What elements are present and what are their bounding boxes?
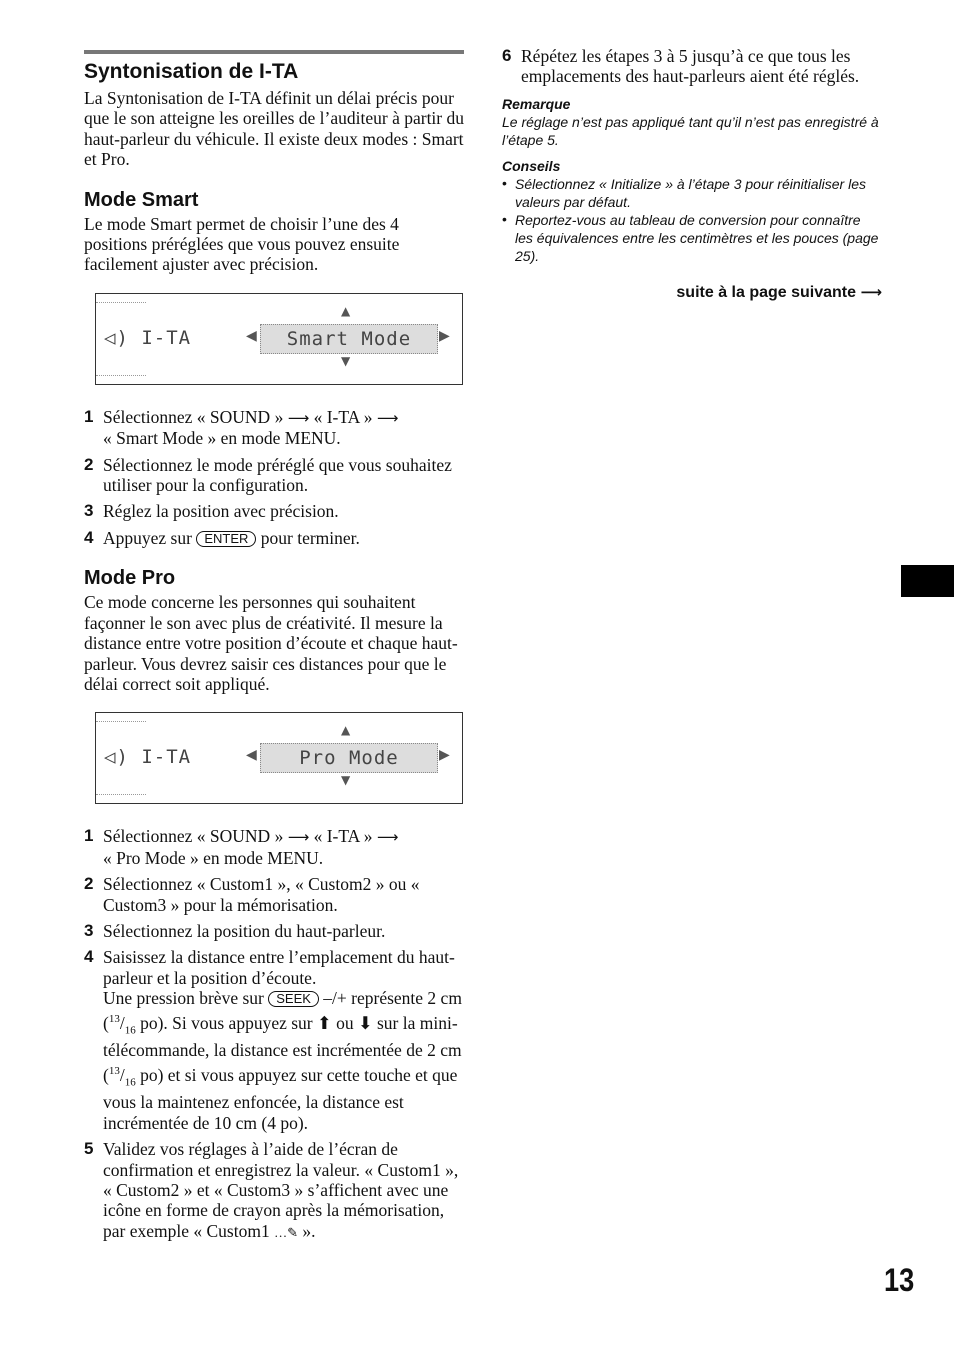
smart-steps bbox=[84, 407, 464, 548]
right-arrow-icon: ⟶ bbox=[287, 408, 310, 427]
right-arrow-icon: ▶ bbox=[439, 747, 450, 764]
down-arrow-icon: ▼ bbox=[341, 773, 351, 788]
step-text: Réglez la position avec précision. bbox=[103, 501, 339, 522]
lcd-source-text: I-TA bbox=[141, 326, 192, 349]
bullet-icon: • bbox=[502, 210, 507, 227]
down-arrow-icon: ⬇ bbox=[357, 1012, 373, 1033]
step-item bbox=[502, 46, 882, 87]
down-arrow-icon: ▼ bbox=[341, 353, 351, 368]
right-arrow-icon: ⟶ bbox=[287, 828, 310, 847]
pro-body: Ce mode concerne les personnes qui souhaitent façonner le son avec plus de créativité. Il mesure la distance entre votre position d’écoute et chaque haut-parleur. Vous devrez saisir ces distances pour que le délai correct soit appliqué. bbox=[84, 592, 458, 694]
step-item bbox=[84, 874, 464, 915]
bullet-icon: • bbox=[502, 174, 507, 191]
step-text: Appuyez sur ENTER pour terminer. bbox=[103, 527, 360, 548]
step-text: Sélectionnez le mode préréglé que vous souhaitez utiliser pour la configuration. bbox=[103, 454, 452, 496]
lcd-dots-top bbox=[96, 721, 146, 722]
remark-block bbox=[502, 95, 882, 149]
step-item bbox=[84, 407, 464, 449]
section-rule bbox=[84, 50, 464, 54]
step-number: 3 bbox=[84, 501, 94, 521]
step-number: 1 bbox=[84, 826, 94, 846]
step-item bbox=[84, 528, 464, 548]
tip-item bbox=[502, 175, 882, 211]
step-number: 4 bbox=[84, 527, 94, 547]
continue-note: suite à la page suivante ⟶ bbox=[676, 282, 882, 301]
remark-text: Le réglage n’est pas appliqué tant qu’il n’est pas enregistré à l’étape 5. bbox=[502, 113, 879, 148]
left-column bbox=[84, 50, 464, 1243]
pro-lcd-display bbox=[95, 712, 463, 804]
step-text: Sélectionnez « Custom1 », « Custom2 » ou « Custom3 » pour la mémorisation. bbox=[103, 874, 420, 915]
step-item bbox=[84, 455, 464, 496]
step-number: 6 bbox=[502, 46, 512, 65]
tip-text: Sélectionnez « Initialize » à l’étape 3 pour réinitialiser les valeurs par défaut. bbox=[515, 175, 866, 210]
pro-steps bbox=[84, 826, 464, 1243]
step-item bbox=[84, 1139, 464, 1243]
lcd-dots-top bbox=[96, 302, 146, 303]
step-number: 4 bbox=[84, 947, 94, 967]
right-arrow-icon: ▶ bbox=[439, 327, 450, 344]
up-arrow-icon: ▲ bbox=[341, 303, 351, 318]
up-arrow-icon: ▲ bbox=[341, 723, 351, 738]
step-text: Sélectionnez « SOUND » ⟶ « I-TA » ⟶ « Pro Mode » en mode MENU. bbox=[103, 826, 399, 868]
lcd-source-text: I-TA bbox=[141, 746, 192, 769]
lcd-source-label bbox=[104, 327, 191, 349]
step-text: Répétez les étapes 3 à 5 jusqu’à ce que tous les emplacements des haut-parleurs aient été réglés. bbox=[521, 46, 860, 87]
pro-heading: Mode Pro bbox=[84, 567, 176, 590]
lcd-source-label bbox=[104, 746, 191, 768]
tip-text: Reportez-vous au tableau de conversion pour connaître les équivalences entre les centimètres et les pouces (page 25). bbox=[515, 211, 879, 264]
step-number: 2 bbox=[84, 454, 94, 474]
lcd-selected-value: Pro Mode bbox=[260, 743, 438, 773]
step-item bbox=[84, 921, 464, 941]
right-arrow-icon: ⟶ bbox=[376, 408, 399, 427]
step-text: Sélectionnez la position du haut-parleur. bbox=[103, 920, 386, 941]
smart-body: Le mode Smart permet de choisir l’une des 4 positions préréglées que vous pouvez ensuite facilement ajuster avec précision. bbox=[84, 213, 400, 275]
tips-block bbox=[502, 157, 882, 265]
step-item bbox=[84, 947, 464, 1133]
section-title: Syntonisation de I-TA bbox=[84, 60, 299, 83]
pencil-icon: …✎ bbox=[274, 1224, 298, 1240]
lcd-dots-bottom bbox=[96, 794, 146, 795]
step-number: 5 bbox=[84, 1139, 94, 1159]
right-arrow-icon: ⟶ bbox=[860, 282, 882, 301]
tip-item bbox=[502, 211, 882, 265]
left-arrow-icon: ◀ bbox=[246, 327, 257, 344]
lcd-dots-bottom bbox=[96, 375, 146, 376]
step-text: Sélectionnez « SOUND » ⟶ « I-TA » ⟶ « Smart Mode » en mode MENU. bbox=[103, 406, 399, 449]
page-number: 13 bbox=[884, 1262, 915, 1298]
speaker-icon: ◁) bbox=[104, 746, 129, 769]
smart-lcd-display bbox=[95, 293, 463, 385]
step-number: 2 bbox=[84, 874, 94, 894]
section-tab-marker bbox=[901, 565, 954, 597]
enter-button-label: ENTER bbox=[196, 531, 256, 547]
smart-heading: Mode Smart bbox=[84, 188, 199, 211]
left-arrow-icon: ◀ bbox=[246, 747, 257, 764]
lcd-selected-value: Smart Mode bbox=[260, 324, 438, 354]
right-column bbox=[502, 46, 882, 302]
speaker-icon: ◁) bbox=[104, 326, 129, 349]
up-arrow-icon: ⬆ bbox=[317, 1012, 332, 1033]
step-text: Validez vos réglages à l’aide de l’écran de confirmation et enregistrez la valeur. « Custom1 », « Custom2 » et « Custom3 » s’affichent avec une icône en forme de crayon après la mémorisation, par exemple « Custom1 …✎ ». bbox=[103, 1139, 459, 1241]
step-number: 3 bbox=[84, 920, 94, 940]
step-item bbox=[84, 501, 464, 521]
step-number: 1 bbox=[84, 406, 94, 426]
remark-heading: Remarque bbox=[502, 95, 571, 112]
intro-paragraph: La Syntonisation de I-TA définit un délai précis pour que le son atteigne les oreilles de l’auditeur à partir du haut-parleur du véhicule. Il existe deux modes : Smart et Pro. bbox=[84, 88, 465, 170]
tips-heading: Conseils bbox=[502, 157, 561, 174]
seek-button-label: SEEK bbox=[268, 991, 319, 1007]
step-item bbox=[84, 826, 464, 868]
step-text: Saisissez la distance entre l’emplacement du haut-parleur et la position d’écoute. Une pression brève sur SEEK –/+ représente 2 cm ($^{13}/_{16}$ po). Si vous appuyez sur ⬆ ou ⬇ sur la mini-télécommande, la distance est incrémentée de 2 cm ($^{13}/_{16}$ po) et si vous appuyez sur cette touche et que vous la maintenez enfoncée, la distance est incrémentée de 10 cm (4 po). bbox=[103, 947, 462, 1133]
right-arrow-icon: ⟶ bbox=[376, 828, 399, 847]
